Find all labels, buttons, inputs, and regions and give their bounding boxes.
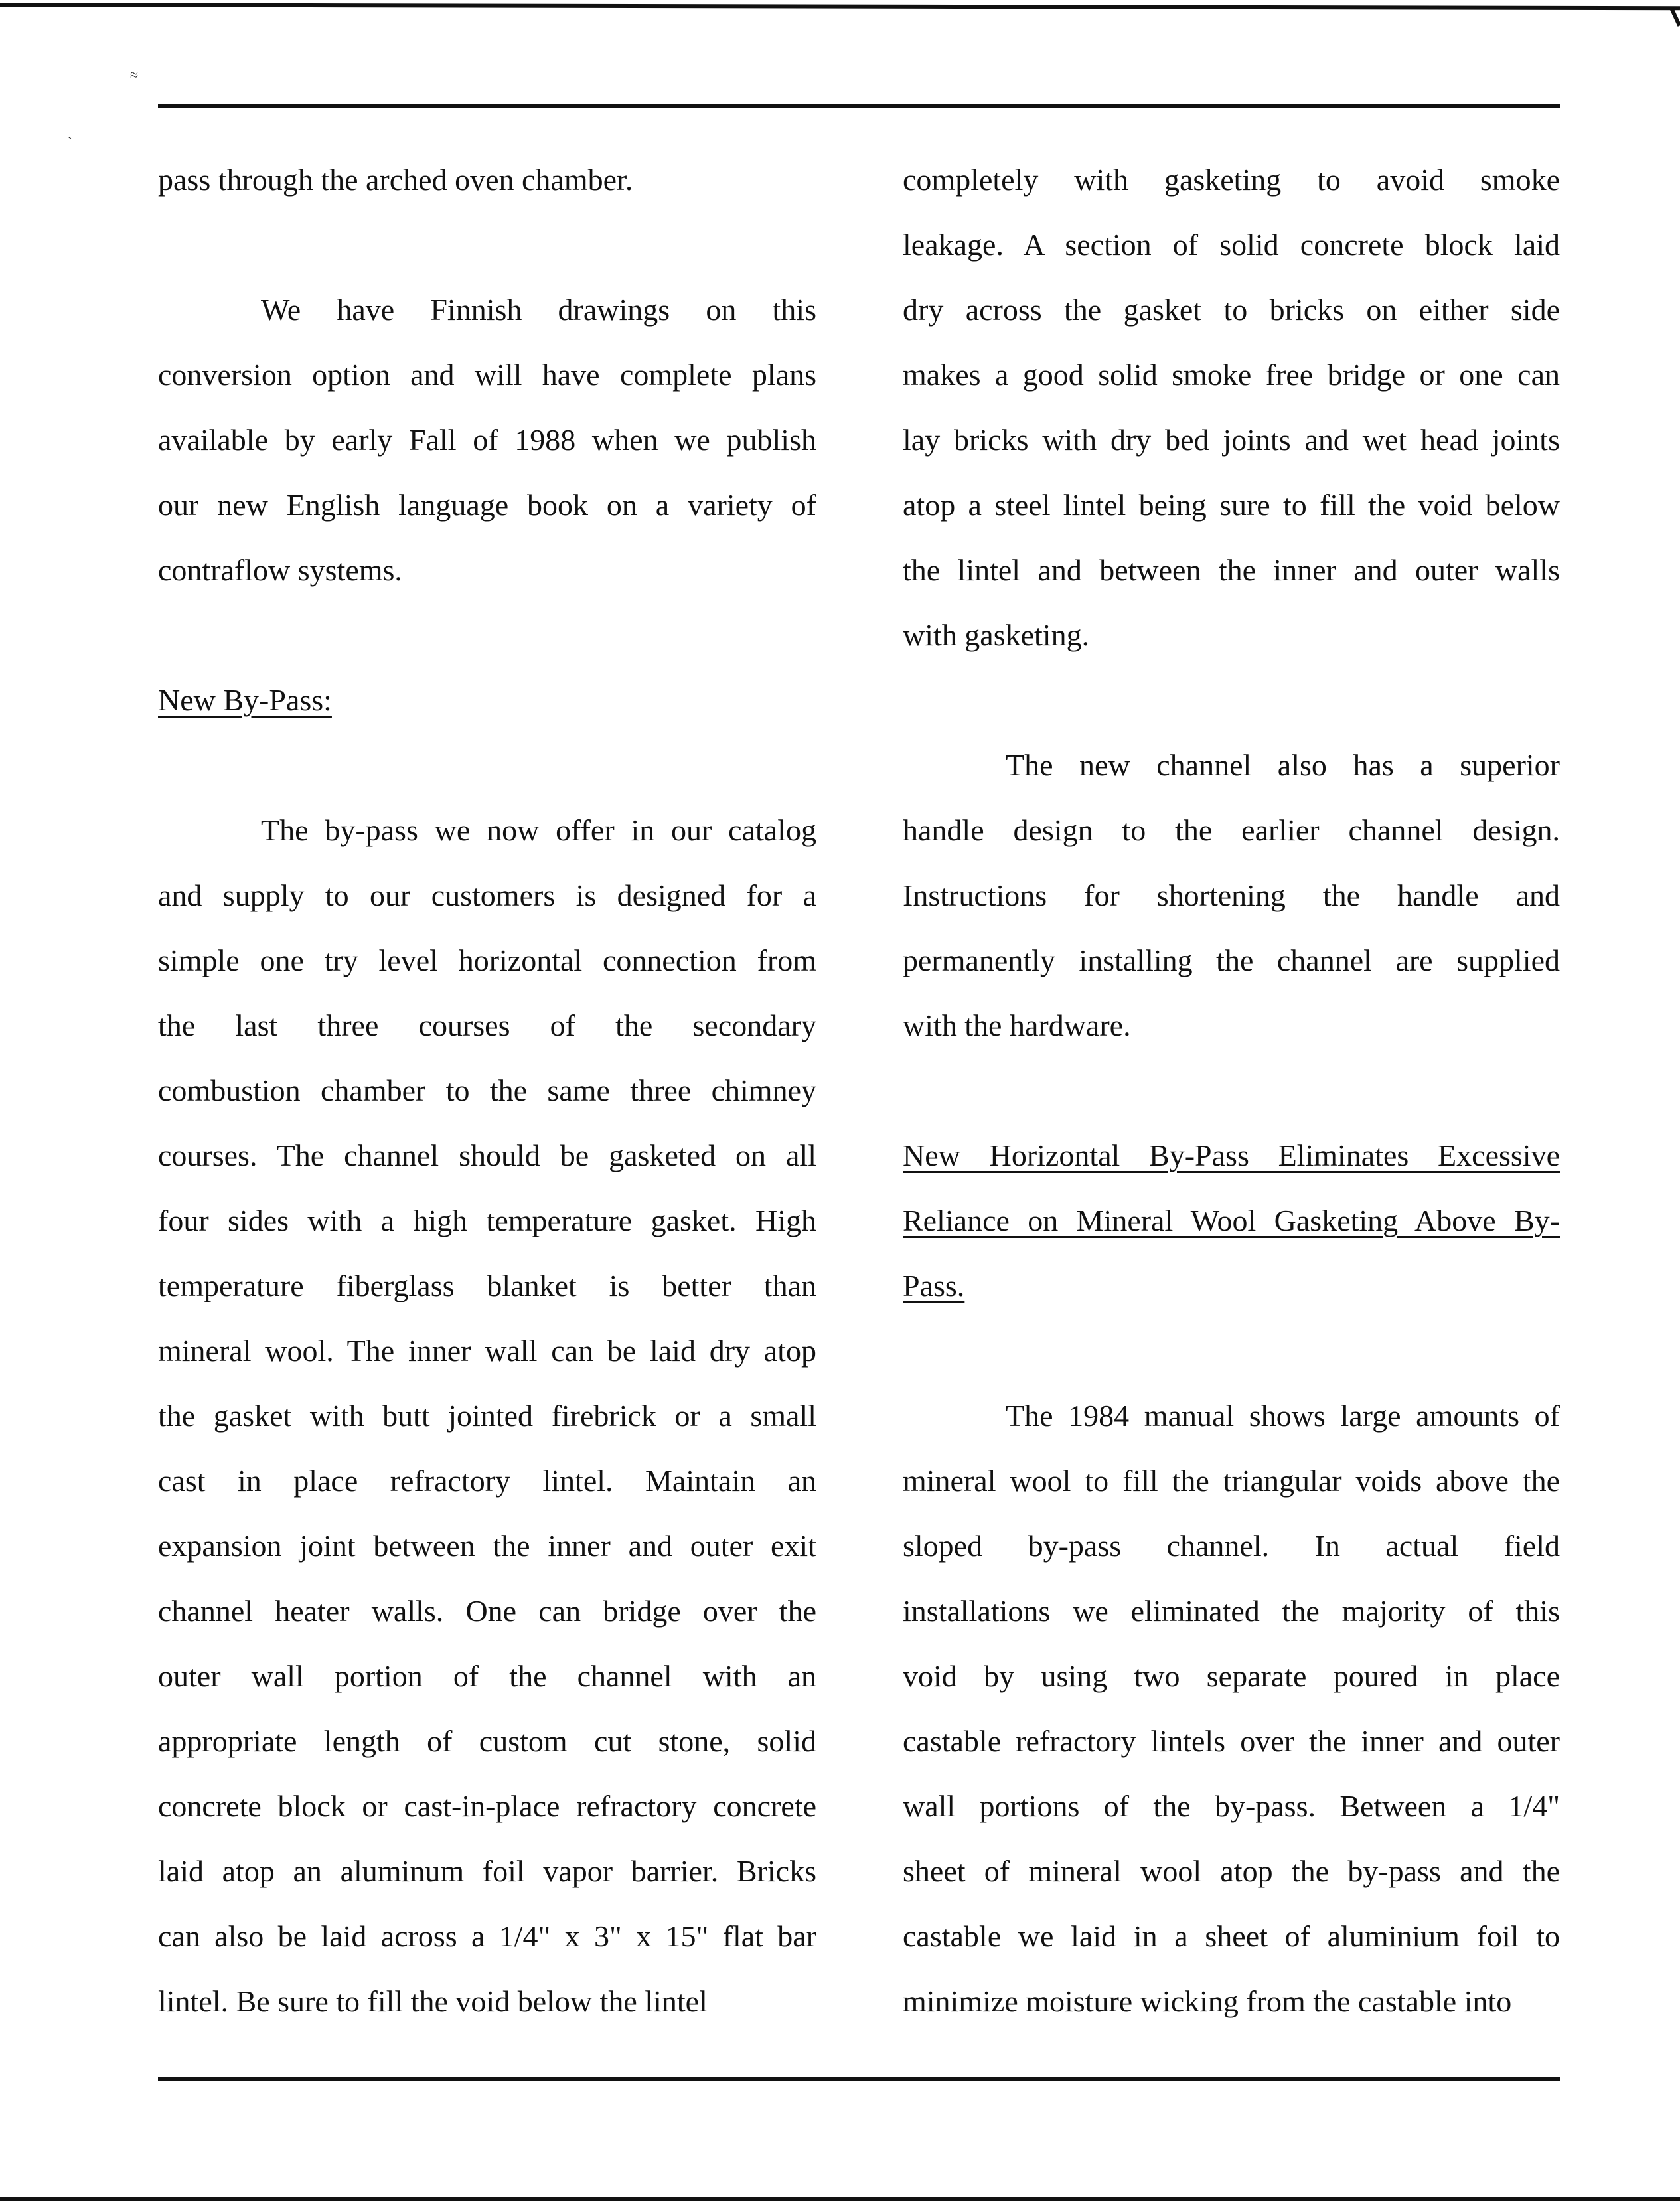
section-heading: [903, 1123, 1560, 1318]
text-line: appropriate length of custom cut stone, solid: [158, 1724, 816, 1758]
text-line: permanently installing the channel are supplied: [903, 943, 1560, 977]
heading-line: New Horizontal By-Pass Eliminates Excessive: [903, 1139, 1560, 1172]
text-line: minimize moisture wicking from the castable into: [903, 1984, 1512, 2018]
text-line: sloped by-pass channel. In actual field: [903, 1529, 1560, 1563]
paragraph-gap: [903, 1058, 1560, 1123]
text-line: with gasketing.: [903, 618, 1090, 652]
scan-bottom-edge: [0, 2197, 1680, 2201]
scan-top-edge: [0, 3, 1680, 10]
text-line: atop a steel lintel being sure to fill the void below: [903, 488, 1560, 522]
scan-speck: ≈: [130, 66, 139, 83]
text-line: the lintel and between the inner and outer walls: [903, 553, 1560, 587]
text-line: wall portions of the by-pass. Between a 1/4": [903, 1789, 1560, 1823]
text-line: the last three courses of the secondary: [158, 1008, 816, 1042]
text-line: The by-pass we now offer in our catalog: [261, 813, 816, 847]
text-line: the gasket with butt jointed firebrick or a small: [158, 1399, 816, 1433]
text-line: expansion joint between the inner and outer exit: [158, 1529, 816, 1563]
text-line: sheet of mineral wool atop the by-pass and the: [903, 1854, 1560, 1888]
text-line: We have Finnish drawings on this: [261, 293, 816, 327]
text-line: our new English language book on a variety of: [158, 488, 816, 522]
text-line: laid atop an aluminum foil vapor barrier. Bricks: [158, 1854, 816, 1888]
heading-line: Pass.: [903, 1269, 965, 1302]
footer-rule: [158, 2077, 1560, 2081]
text-line: The 1984 manual shows large amounts of: [1006, 1399, 1560, 1433]
text-line: contraflow systems.: [158, 553, 402, 587]
text-line: channel heater walls. One can bridge over the: [158, 1594, 816, 1628]
text-line: outer wall portion of the channel with an: [158, 1659, 816, 1693]
text-line: leakage. A section of solid concrete block laid: [903, 228, 1560, 262]
paragraph-gap: [158, 603, 816, 668]
text-line: installations we eliminated the majority of this: [903, 1594, 1560, 1628]
text-line: completely with gasketing to avoid smoke: [903, 163, 1560, 197]
heading-line: New By-Pass:: [158, 683, 332, 717]
left-column: [158, 147, 816, 2034]
text-line: cast in place refractory lintel. Maintain an: [158, 1464, 816, 1498]
scan-speck: ˏ: [68, 123, 73, 139]
paragraph: [158, 147, 816, 212]
text-line: can also be laid across a 1/4" x 3" x 15" flat bar: [158, 1919, 816, 1953]
text-line: courses. The channel should be gasketed on all: [158, 1139, 816, 1172]
text-line: mineral wool. The inner wall can be laid dry atop: [158, 1334, 816, 1368]
text-line: temperature fiberglass blanket is better than: [158, 1269, 816, 1302]
text-line: Instructions for shortening the handle and: [903, 878, 1560, 912]
text-line: available by early Fall of 1988 when we publish: [158, 423, 816, 457]
paragraph-gap: [158, 212, 816, 277]
paragraph: [903, 147, 1560, 668]
text-line: concrete block or cast-in-place refractory concrete: [158, 1789, 816, 1823]
paragraph: [903, 733, 1560, 1058]
text-line: castable we laid in a sheet of aluminium foil to: [903, 1919, 1560, 1953]
text-line: lay bricks with dry bed joints and wet head joints: [903, 423, 1560, 457]
text-line: handle design to the earlier channel design.: [903, 813, 1560, 847]
paragraph: [158, 798, 816, 2034]
paragraph-gap: [903, 668, 1560, 733]
text-line: void by using two separate poured in place: [903, 1659, 1560, 1693]
text-line: castable refractory lintels over the inner and outer: [903, 1724, 1560, 1758]
right-column: [903, 147, 1560, 2034]
text-line: simple one try level horizontal connection from: [158, 943, 816, 977]
text-line: mineral wool to fill the triangular voids above the: [903, 1464, 1560, 1498]
paragraph: [158, 277, 816, 603]
text-line: with the hardware.: [903, 1008, 1131, 1042]
paragraph-gap: [158, 733, 816, 798]
heading-line: Reliance on Mineral Wool Gasketing Above By-: [903, 1204, 1560, 1237]
text-line: The new channel also has a superior: [1006, 748, 1560, 782]
text-line: four sides with a high temperature gasket. High: [158, 1204, 816, 1237]
paragraph: [903, 1383, 1560, 2034]
text-line: dry across the gasket to bricks on either side: [903, 293, 1560, 327]
text-line: and supply to our customers is designed for a: [158, 878, 816, 912]
header-rule: [158, 104, 1560, 108]
text-line: makes a good solid smoke free bridge or one can: [903, 358, 1560, 392]
text-line: pass through the arched oven chamber.: [158, 163, 633, 197]
text-line: combustion chamber to the same three chimney: [158, 1073, 816, 1107]
section-heading: [158, 668, 816, 733]
paragraph-gap: [903, 1318, 1560, 1383]
text-line: lintel. Be sure to fill the void below the lintel: [158, 1984, 708, 2018]
text-line: conversion option and will have complete plans: [158, 358, 816, 392]
